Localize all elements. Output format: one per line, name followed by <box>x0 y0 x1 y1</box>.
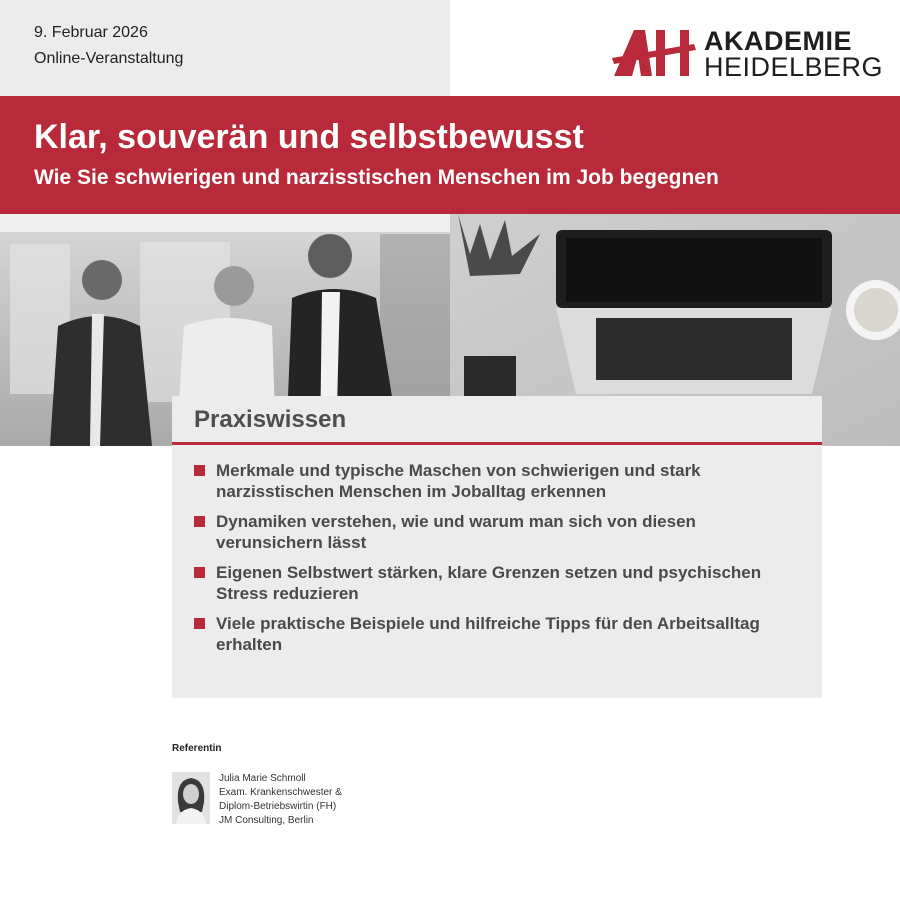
bullet-text: Eigenen Selbstwert stärken, klare Grenzen setzen und psychischen Stress reduzieren <box>216 563 762 603</box>
bullet-square-icon <box>194 465 205 476</box>
bullet-square-icon <box>194 516 205 527</box>
akademie-heidelberg-logo[interactable] <box>612 26 884 82</box>
logo-mark-icon <box>612 26 702 78</box>
speaker-company: JM Consulting, Berlin <box>219 815 314 826</box>
speaker-title-line1: Exam. Krankenschwester & <box>219 787 342 798</box>
card-heading: Praxiswissen <box>194 406 347 433</box>
speaker-avatar <box>172 772 210 824</box>
bullet-square-icon <box>194 618 205 629</box>
bullet-square-icon <box>194 567 205 578</box>
laptop-icon <box>556 230 832 394</box>
bullet-text: Dynamiken verstehen, wie und warum man sich von diesen verunsichern lässt <box>216 512 696 552</box>
logo-text-akademie: AKADEMIE <box>704 26 853 56</box>
list-item <box>194 562 804 604</box>
bullet-text: Viele praktische Beispiele und hilfreiche Tipps für den Arbeitsalltag erhalten <box>216 614 760 654</box>
speaker-name: Julia Marie Schmoll <box>219 773 306 784</box>
list-item <box>194 613 804 655</box>
page-title: Klar, souverän und selbstbewusst <box>34 118 584 156</box>
speaker-details <box>219 772 342 828</box>
speaker-label: Referentin <box>172 743 222 754</box>
bullet-list <box>194 460 804 664</box>
bullet-text: Merkmale und typische Maschen von schwierigen und stark narzisstischen Menschen im Joballtag erkennen <box>216 461 701 501</box>
praxiswissen-card <box>172 396 822 698</box>
card-divider <box>172 442 822 445</box>
event-format: Online-Veranstaltung <box>34 50 184 67</box>
header-info-panel <box>0 0 450 96</box>
speaker-title-line2: Diplom-Betriebswirtin (FH) <box>219 801 337 812</box>
list-item <box>194 460 804 502</box>
title-banner <box>0 96 900 214</box>
list-item <box>194 511 804 553</box>
logo-text-heidelberg: HEIDELBERG <box>704 52 884 82</box>
page-subtitle: Wie Sie schwierigen und narzisstischen Menschen im Job begegnen <box>34 166 719 189</box>
event-date: 9. Februar 2026 <box>34 24 148 41</box>
